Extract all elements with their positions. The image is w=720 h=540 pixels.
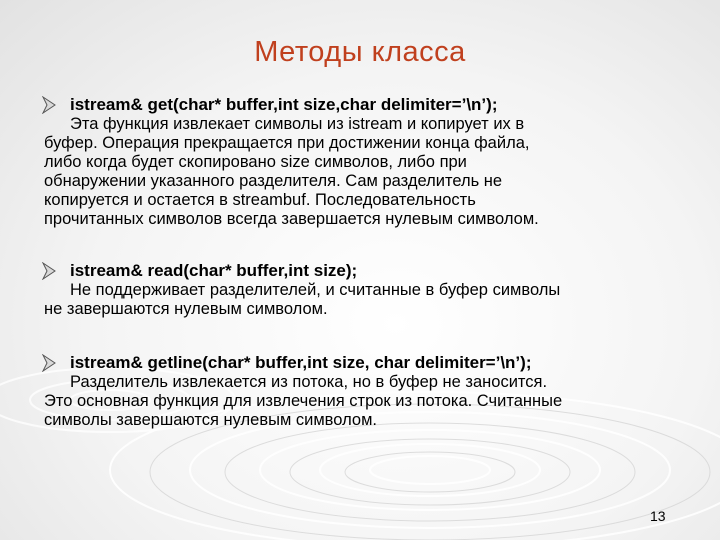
arrowhead-icon	[42, 354, 56, 372]
method-item-getline	[44, 353, 684, 430]
arrowhead-icon	[42, 262, 56, 280]
arrowhead-icon	[42, 96, 56, 114]
method-description: Разделитель извлекается из потока, но в буфер не заносится. Это основная функция для извлечения строк из потока. Считанные символы завершаются нулевым символом.	[44, 373, 563, 429]
method-signature: istream& read(char* buffer,int size);	[70, 261, 358, 280]
slide-title: Методы класса	[254, 36, 466, 68]
method-signature: istream& get(char* buffer,int size,char delimiter=’\n’);	[70, 95, 498, 114]
method-item-get	[44, 95, 684, 229]
method-signature: istream& getline(char* buffer,int size, char delimiter=’\n’);	[70, 353, 532, 372]
method-description: Не поддерживает разделителей, и считанные в буфер символы не завершаются нулевым символом.	[44, 281, 561, 318]
method-description: Эта функция извлекает символы из istream и копирует их в буфер. Операция прекращается при достижении конца файла, либо когда будет скопировано size символов, либо при обнаружении указанного разделителя. Сам разделитель не копируется и остается в streambuf. Последовательность прочитанных символов всегда завершается нулевым символом.	[44, 115, 539, 228]
method-item-read	[44, 261, 684, 319]
page-number: 13	[650, 508, 666, 524]
